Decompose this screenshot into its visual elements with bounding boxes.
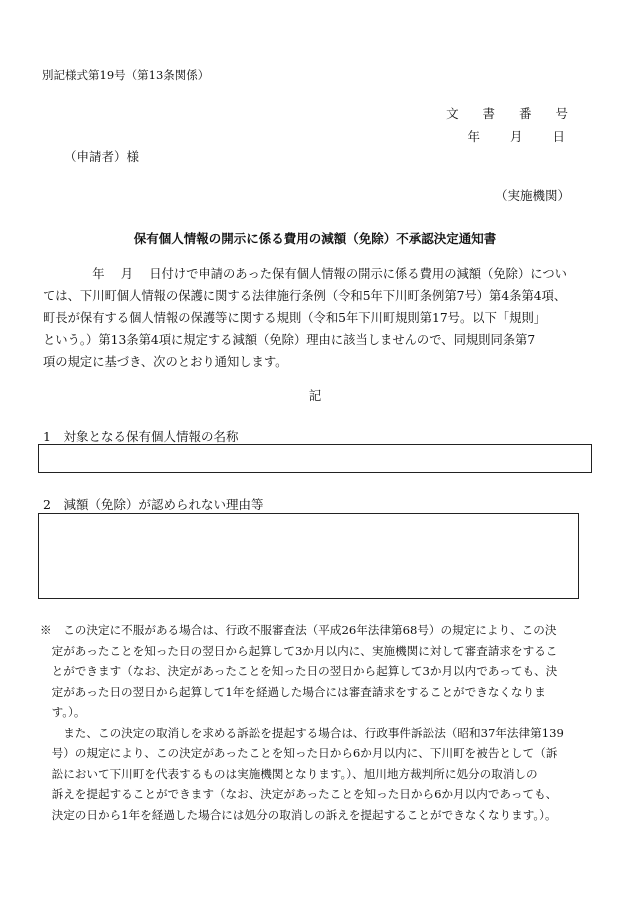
note-line: 号）の規定により、この決定があったことを知った日から6か月以内に、下川町を被告として（訴: [40, 746, 558, 760]
document-title: 保有個人情報の開示に係る費用の減額（免除）不承認決定通知書: [133, 231, 497, 246]
body-line: 年 月 日付けで申請のあった保有個人情報の開示に係る費用の減額（免除）につい: [43, 267, 567, 281]
body-line: 町長が保有する個人情報の保護等に関する規則（令和5年下川町規則第17号。以下「規則」: [43, 311, 547, 325]
applicant-addressee: （申請者）様: [64, 149, 140, 164]
note-line: ※ この決定に不服がある場合は、行政不服審査法（平成26年法律第68号）の規定により、この決: [40, 623, 557, 637]
body-line: という。）第13条第4項に規定する減額（免除）理由に該当しませんので、同規則同条第7: [43, 333, 536, 347]
body-line: 項の規定に基づき、次のとおり通知します。: [43, 355, 288, 369]
note-line: 定があったことを知った日の翌日から起算して3か月以内に、実施機関に対して審査請求をするこ: [40, 643, 558, 658]
body-line: ては、下川町個人情報の保護に関する法律施行条例（令和5年下川町条例第7号）第4条第4項、: [43, 289, 567, 303]
appeal-note: [40, 620, 600, 825]
personal-info-name-field[interactable]: [38, 444, 592, 473]
note-line: 訴えを提起することができます（なお、決定があったことを知った日から6か月以内であっても、: [40, 787, 558, 801]
section1-label: 1 対象となる保有個人情報の名称: [43, 429, 239, 444]
note-line: とができます（なお、決定があったことを知った日の翌日から起算して3か月以内であっても、決: [40, 664, 558, 678]
section2-label: 2 減額（免除）が認められない理由等: [43, 497, 264, 512]
note-line: 決定の日から1年を経過した場合には処分の取消しの訴えを提起することができなくなります。）。: [40, 807, 557, 822]
reason-field[interactable]: [38, 513, 579, 599]
note-line: 訟において下川町を代表するものは実施機関となります。）、旭川地方裁判所に処分の取消しの: [40, 766, 538, 781]
note-line: また、この決定の取消しを求める訴訟を提起する場合は、行政事件訴訟法（昭和37年法律第139: [40, 725, 564, 740]
note-line: す。）。: [40, 705, 86, 719]
document-number-label: 文 書 番 号: [446, 106, 578, 121]
note-line: 定があった日の翌日から起算して1年を経過した場合には審査請求をすることができなくなりま: [40, 684, 546, 699]
document-date-label: 年 月 日: [467, 129, 578, 144]
form-number: 別記様式第19号（第13条関係）: [42, 68, 210, 82]
issuing-agency: （実施機関）: [494, 188, 570, 203]
ki-heading: 記: [308, 388, 322, 403]
notice-body: [43, 263, 588, 373]
